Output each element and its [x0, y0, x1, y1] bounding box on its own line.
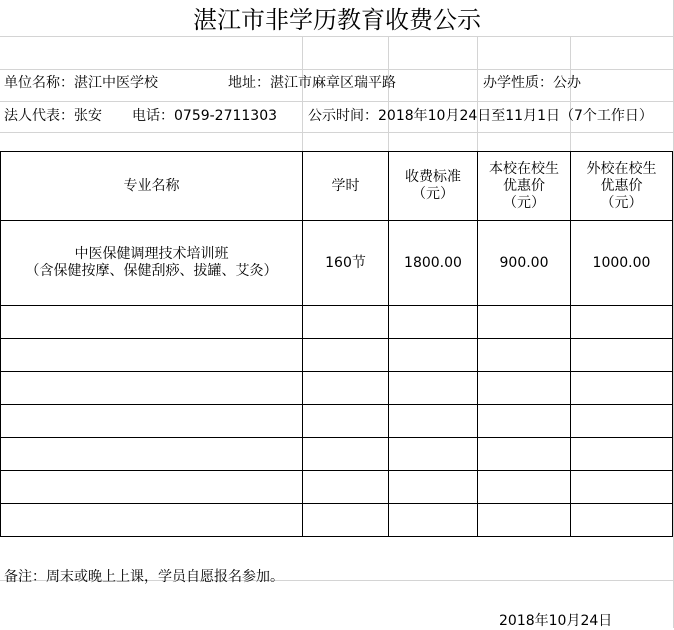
grid-line [0, 101, 674, 102]
cell-major-name: 中医保健调理技术培训班 （含保健按摩、保健刮痧、拔罐、艾灸） [1, 221, 303, 306]
grid-line [570, 36, 571, 151]
legal-rep-label: 法人代表： [4, 108, 74, 124]
header-internal-price: 本校在校生 优惠价 （元） [478, 152, 571, 221]
cell-hours: 160节 [303, 221, 389, 306]
phone-info [132, 106, 277, 126]
header-major-name: 专业名称 [1, 152, 303, 221]
table-row [1, 438, 673, 471]
grid-line [0, 132, 674, 133]
address-info [228, 73, 396, 93]
notice-period-value: 2018年10月24日至11月1日（7个工作日） [378, 108, 653, 124]
unit-value: 湛江中医学校 [74, 75, 158, 91]
address-label: 地址： [228, 75, 270, 91]
grid-line [477, 36, 478, 151]
cell-internal-price: 900.00 [478, 221, 571, 306]
notice-period-label: 公示时间： [308, 108, 378, 124]
grid-line [388, 36, 389, 151]
table-row [1, 306, 673, 339]
notice-period-info [308, 106, 653, 126]
phone-label: 电话： [132, 108, 174, 124]
school-nature-info [483, 73, 581, 93]
header-hours: 学时 [303, 152, 389, 221]
table-row [1, 471, 673, 504]
unit-label: 单位名称： [4, 75, 74, 91]
header-external-price: 外校在校生 优惠价 （元） [571, 152, 673, 221]
remark-note: 备注：周末或晚上上课，学员自愿报名参加。 [4, 569, 284, 585]
address-value: 湛江市麻章区瑞平路 [270, 75, 396, 91]
table-row [1, 405, 673, 438]
cell-fee: 1800.00 [389, 221, 478, 306]
legal-rep-value: 张安 [74, 108, 102, 124]
table-row [1, 372, 673, 405]
school-nature-value: 公办 [553, 75, 581, 91]
table-header-row [1, 152, 673, 221]
unit-info [4, 73, 158, 93]
cell-external-price: 1000.00 [571, 221, 673, 306]
footer-date: 2018年10月24日 [499, 613, 613, 629]
table-row [1, 339, 673, 372]
legal-rep-info [4, 106, 102, 126]
fee-table [0, 151, 673, 537]
header-fee-standard: 收费标准 （元） [389, 152, 478, 221]
grid-line [0, 69, 674, 70]
table-row [1, 221, 673, 306]
phone-value: 0759-2711303 [174, 108, 278, 124]
page-title: 湛江市非学历教育收费公示 [193, 6, 481, 34]
school-nature-label: 办学性质： [483, 75, 553, 91]
table-row [1, 504, 673, 537]
grid-line [302, 36, 303, 151]
grid-line [0, 36, 674, 37]
